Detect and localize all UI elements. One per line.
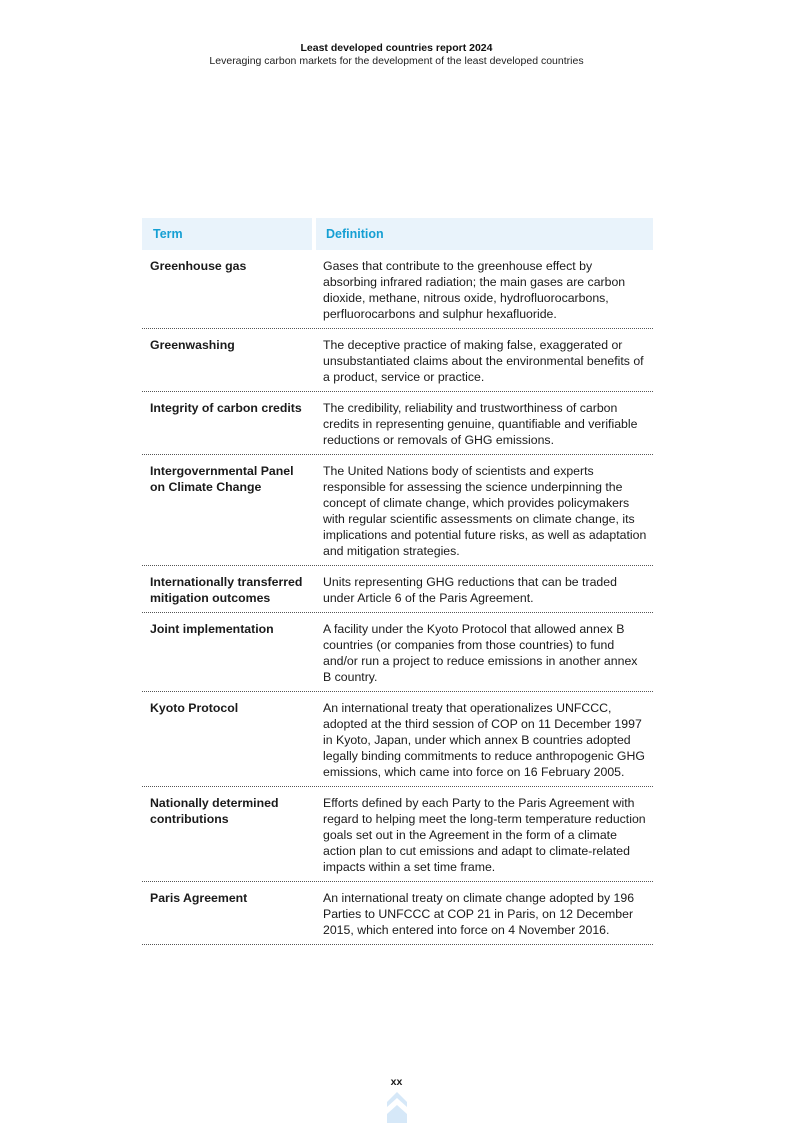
definition-cell: The United Nations body of scientists and experts responsible for assessing the science underpinning the concept of climate change, which provides policymakers with regular scientific assessments on climate change, its implications and potential future risks, as well as adaptation and mitigation strategies.: [323, 464, 647, 558]
double-chevron-up-icon: [386, 1091, 408, 1123]
report-subtitle: Leveraging carbon markets for the development of the least developed countries: [209, 55, 584, 67]
report-title: Least developed countries report 2024: [300, 42, 493, 54]
table-header: [142, 218, 653, 250]
definition-cell: An international treaty on climate change adopted by 196 Parties to UNFCCC at COP 21 in Paris, on 12 December 2015, which entered into force on 4 November 2016.: [323, 891, 635, 937]
term-cell: Internationally transferred mitigation outcomes: [150, 575, 303, 605]
definition-cell: The deceptive practice of making false, exaggerated or unsubstantiated claims about the environmental benefits of a product, service or practice.: [323, 338, 644, 384]
table-row: [142, 613, 653, 692]
table-row: [142, 882, 653, 945]
table-row: [142, 329, 653, 392]
page-footer: [0, 1075, 793, 1123]
table-row: [142, 250, 653, 329]
term-cell: Paris Agreement: [150, 891, 248, 905]
definition-cell: Efforts defined by each Party to the Paris Agreement with regard to helping meet the long-term temperature reduction goals set out in the Agreement in the form of a climate action plan to cut emissions and adapt to climate-related impacts within a set time frame.: [323, 796, 646, 874]
term-cell: Greenwashing: [150, 338, 235, 352]
definition-cell: Gases that contribute to the greenhouse effect by absorbing infrared radiation; the main gases are carbon dioxide, methane, nitrous oxide, hydrofluorocarbons, perfluorocarbons and sulphur hexafluoride.: [323, 259, 626, 321]
definition-cell: An international treaty that operationalizes UNFCCC, adopted at the third session of COP on 11 December 1997 in Kyoto, Japan, under which annex B countries adopted legally binding commitments to reduce anthropogenic GHG emissions, which came into force on 16 February 2005.: [323, 701, 645, 779]
table-row: [142, 392, 653, 455]
chevron-lower: [387, 1105, 407, 1123]
term-cell: Intergovernmental Panel on Climate Change: [150, 464, 294, 494]
page-header: [0, 42, 793, 68]
chevron-upper: [387, 1092, 407, 1107]
column-header-definition: Definition: [316, 218, 653, 250]
table-row: [142, 787, 653, 882]
table-row: [142, 566, 653, 613]
column-header-term: Term: [142, 218, 312, 250]
definition-cell: Units representing GHG reductions that can be traded under Article 6 of the Paris Agreement.: [323, 575, 617, 605]
term-cell: Nationally determined contributions: [150, 796, 279, 826]
definition-cell: The credibility, reliability and trustworthiness of carbon credits in representing genuine, quantifiable and verifiable reductions or removals of GHG emissions.: [323, 401, 638, 447]
glossary-table: [142, 218, 653, 945]
term-cell: Kyoto Protocol: [150, 701, 239, 715]
term-cell: Joint implementation: [150, 622, 274, 636]
table-row: [142, 692, 653, 787]
page-number: xx: [390, 1076, 403, 1088]
term-cell: Greenhouse gas: [150, 259, 247, 273]
definition-cell: A facility under the Kyoto Protocol that allowed annex B countries (or companies from those countries) to fund and/or run a project to reduce emissions in another annex B country.: [323, 622, 638, 684]
term-cell: Integrity of carbon credits: [150, 401, 302, 415]
table-row: [142, 455, 653, 566]
